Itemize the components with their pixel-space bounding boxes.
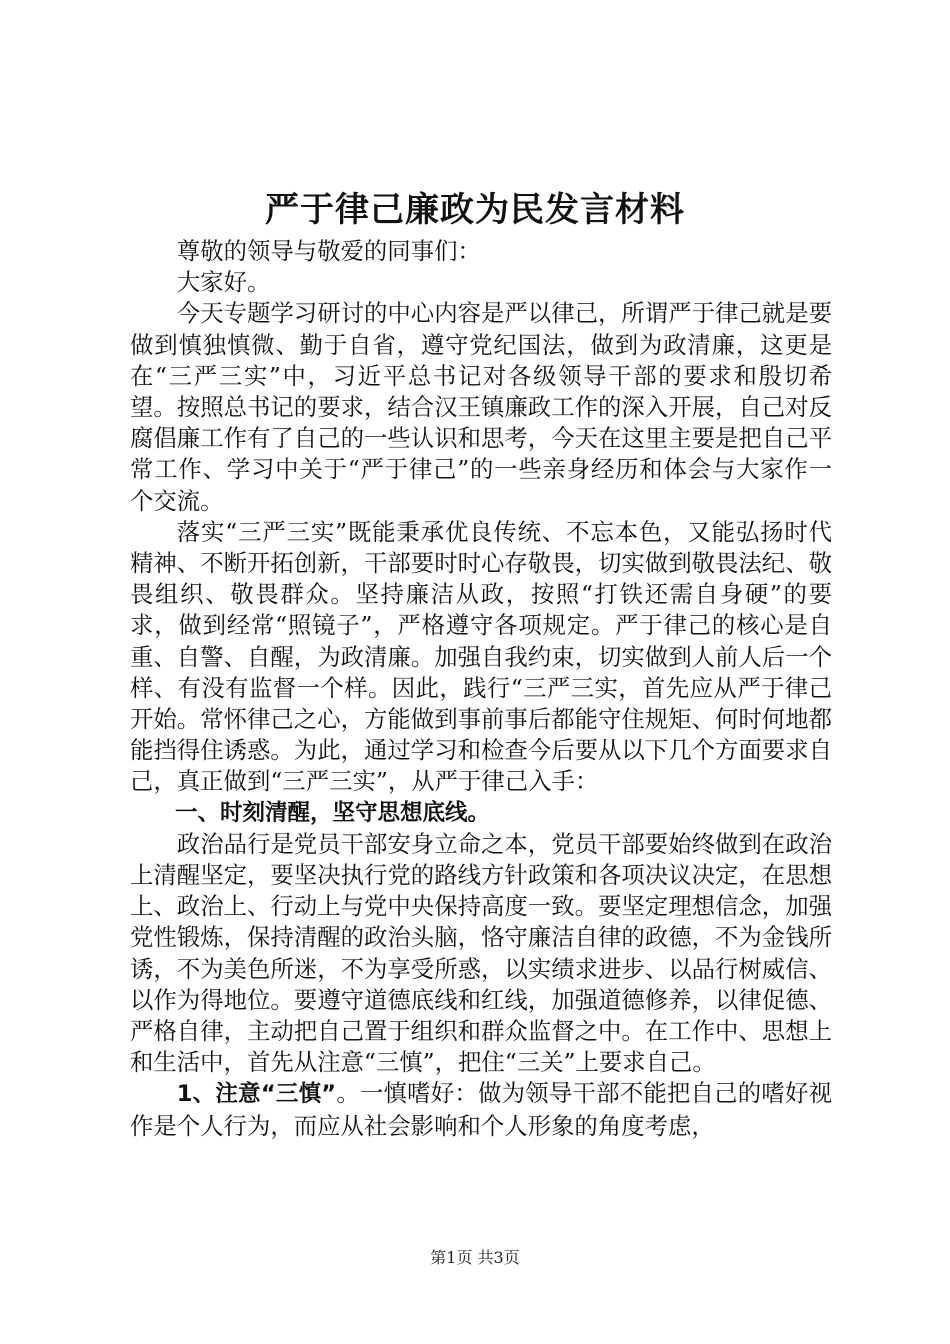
salutation: 尊敬的领导与敬爱的同事们： [176, 237, 481, 265]
paragraph-three-cautions [130, 1078, 832, 1141]
paragraph-intro: 今天专题学习研讨的中心内容是严以律己，所谓严于律己就是要做到慎独慎微、勤于自省，遵守党纪国法，做到为政清廉，这更是在“三严三实”中，习近平总书记对各级领导干部的要求和殷切希望。按照总书记的要求，结合汉王镇廉政工作的深入开展，自己对反腐倡廉工作有了自己的一些认识和思考，今天在这里主要是把自己平常工作、学习中关于“严于律己”的一些亲身经历和体会与大家作一个交流。 [130, 299, 832, 515]
greeting: 大家好。 [176, 268, 271, 297]
subheading-three-cautions: 1、注意“三慎” [176, 1081, 337, 1108]
document-body [130, 236, 832, 1142]
section-heading-1: 一、时刻清醒，坚守思想底线。 [175, 799, 491, 826]
page-footer: 第1页 共3页 [430, 1248, 520, 1267]
document-title: 严于律己廉政为民发言材料 [265, 190, 685, 230]
paragraph-three-strict: 落实“三严三实”既能秉承优良传统、不忘本色，又能弘扬时代精神、不断开拓创新，干部要时时心存敬畏，切实做到敬畏法纪、敬畏组织、敬畏群众。坚持廉洁从政，按照“打铁还需自身硬”的要求，做到经常“照镜子”，严格遵守各项规定。严于律己的核心是自重、自警、自醒，为政清廉。加强自我约束，切实做到人前人后一个样、有没有监督一个样。因此，践行“三严三实，首先应从严于律己开始。常怀律己之心，方能做到事前事后都能守住规矩、何时何地都能挡得住诱惑。为此，通过学习和检查今后要从以下几个方面要求自己，真正做到“三严三实”，从严于律己入手： [130, 517, 832, 796]
paragraph-three-cautions-text: 。一慎嗜好：做为领导干部不能把自己的嗜好视作是个人行为，而应从社会影响和个人形象的角度考虑， [130, 1079, 833, 1140]
paragraph-political-conduct: 政治品行是党员干部安身立命之本，党员干部要始终做到在政治上清醒坚定，要坚决执行党的路线方针政策和各项决议决定，在思想上、政治上、行动上与党中央保持高度一致。要坚定理想信念，加强党性锻炼，保持清醒的政治头脑，恪守廉洁自律的政德，不为金钱所诱，不为美色所迷，不为享受所惑，以实绩求进步、以品行树威信、以作为得地位。要遵守道德底线和红线，加强道德修养，以律促德、严格自律，主动把自己置于组织和群众监督之中。在工作中、思想上和生活中，首先从注意“三慎”，把住“三关”上要求自己。 [130, 829, 832, 1077]
